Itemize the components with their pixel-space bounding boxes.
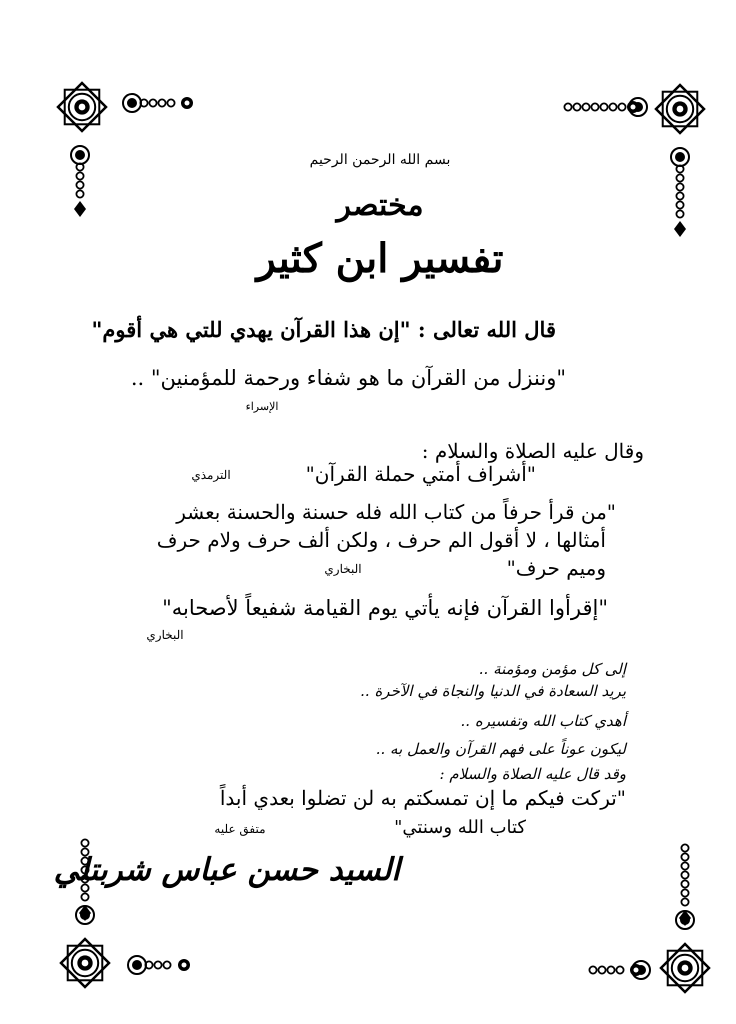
ornament-link: [81, 839, 88, 846]
hadith-2-line-1: "من قرأ حرفاً من كتاب الله فله حسنة والحسنة بعشر: [176, 500, 616, 524]
ornament-link: [676, 183, 683, 190]
quran-verse-1: قال الله تعالى : "إن هذا القرآن يهدي للتي هي أقوم": [91, 317, 556, 342]
ornament-link: [158, 99, 165, 106]
hadith-2-source: البخاري: [324, 562, 362, 576]
ornament-link: [149, 99, 156, 106]
ornament-link: [607, 966, 614, 973]
hadith-2-line-3: وميم حرف": [506, 556, 606, 580]
title-small: مختصر: [336, 188, 424, 223]
ornament-link: [618, 103, 625, 110]
dedication-line-5: وقد قال عليه الصلاة والسلام :: [439, 765, 626, 783]
dedication-line-4: ليكون عوناً على فهم القرآن والعمل به ..: [375, 740, 626, 758]
ornament-link: [76, 172, 83, 179]
basmala: بسم الله الرحمن الرحيم: [309, 152, 451, 168]
ornament-link: [681, 853, 688, 860]
ornament-link: [681, 862, 688, 869]
ornament-rosette: [661, 944, 709, 992]
ornament-link: [589, 966, 596, 973]
ornament-link: [582, 103, 589, 110]
ornament-link: [676, 174, 683, 181]
ornament-link: [676, 201, 683, 208]
ornament-bead: [674, 221, 686, 237]
final-hadith-line-2: كتاب الله وسنتي": [394, 817, 526, 838]
hadith-1-text: "أشراف أمتي حملة القرآن": [305, 462, 536, 486]
quran-verse-2-source: الإسراء: [245, 400, 279, 413]
ornament-link: [598, 966, 605, 973]
ornament-link: [681, 844, 688, 851]
ornament-rosette: [61, 939, 109, 987]
ornament-link: [76, 181, 83, 188]
ornament-link: [573, 103, 580, 110]
ornament-link: [609, 103, 616, 110]
final-hadith-line-1: "تركت فيكم ما إن تمسكتم به لن تضلوا بعدي أبداً: [219, 786, 626, 810]
final-hadith-source: متفق عليه: [214, 822, 266, 836]
author-signature: السيد حسن عباس شربتلي: [53, 852, 400, 888]
ornament-link: [163, 961, 170, 968]
ornament-link: [167, 99, 174, 106]
ornament-link: [676, 210, 683, 217]
hadith-2-line-2: أمثالها ، لا أقول الم حرف ، ولكن ألف حرف ولام حرف: [156, 528, 606, 552]
hadith-3-source: البخاري: [146, 628, 184, 642]
hadith-1-source: الترمذي: [191, 468, 231, 482]
ornament-link: [81, 893, 88, 900]
ornament-bottom-right: [585, 840, 715, 1000]
dedication-line-1: إلى كل مؤمن ومؤمنة ..: [478, 660, 626, 678]
ornament-link: [616, 966, 623, 973]
ornament-link: [154, 961, 161, 968]
ornament-link: [681, 871, 688, 878]
ornament-link: [564, 103, 571, 110]
ornament-top-right: [560, 75, 710, 245]
ornament-bead: [74, 201, 86, 217]
ornament-link: [76, 190, 83, 197]
ornament-link: [681, 880, 688, 887]
quran-verse-2: "وننزل من القرآن ما هو شفاء ورحمة للمؤمنين" ..: [130, 366, 566, 390]
ornament-link: [681, 889, 688, 896]
ornament-top-left: [50, 75, 200, 225]
ornament-link: [681, 898, 688, 905]
dedication-line-3: أهدي كتاب الله وتفسيره ..: [460, 712, 626, 730]
ornament-link: [591, 103, 598, 110]
ornament-rosette: [656, 85, 704, 133]
hadith-3-text: "إقرأوا القرآن فإنه يأتي يوم القيامة شفيعاً لأصحابه": [162, 596, 608, 620]
ornament-link: [600, 103, 607, 110]
hadith-intro: وقال عليه الصلاة والسلام :: [421, 439, 644, 463]
book-title: تفسير ابن كثير: [256, 235, 504, 282]
ornament-rosette: [58, 83, 106, 131]
dedication-line-2: يريد السعادة في الدنيا والنجاة في الآخرة ..: [360, 682, 626, 700]
ornament-link: [676, 192, 683, 199]
